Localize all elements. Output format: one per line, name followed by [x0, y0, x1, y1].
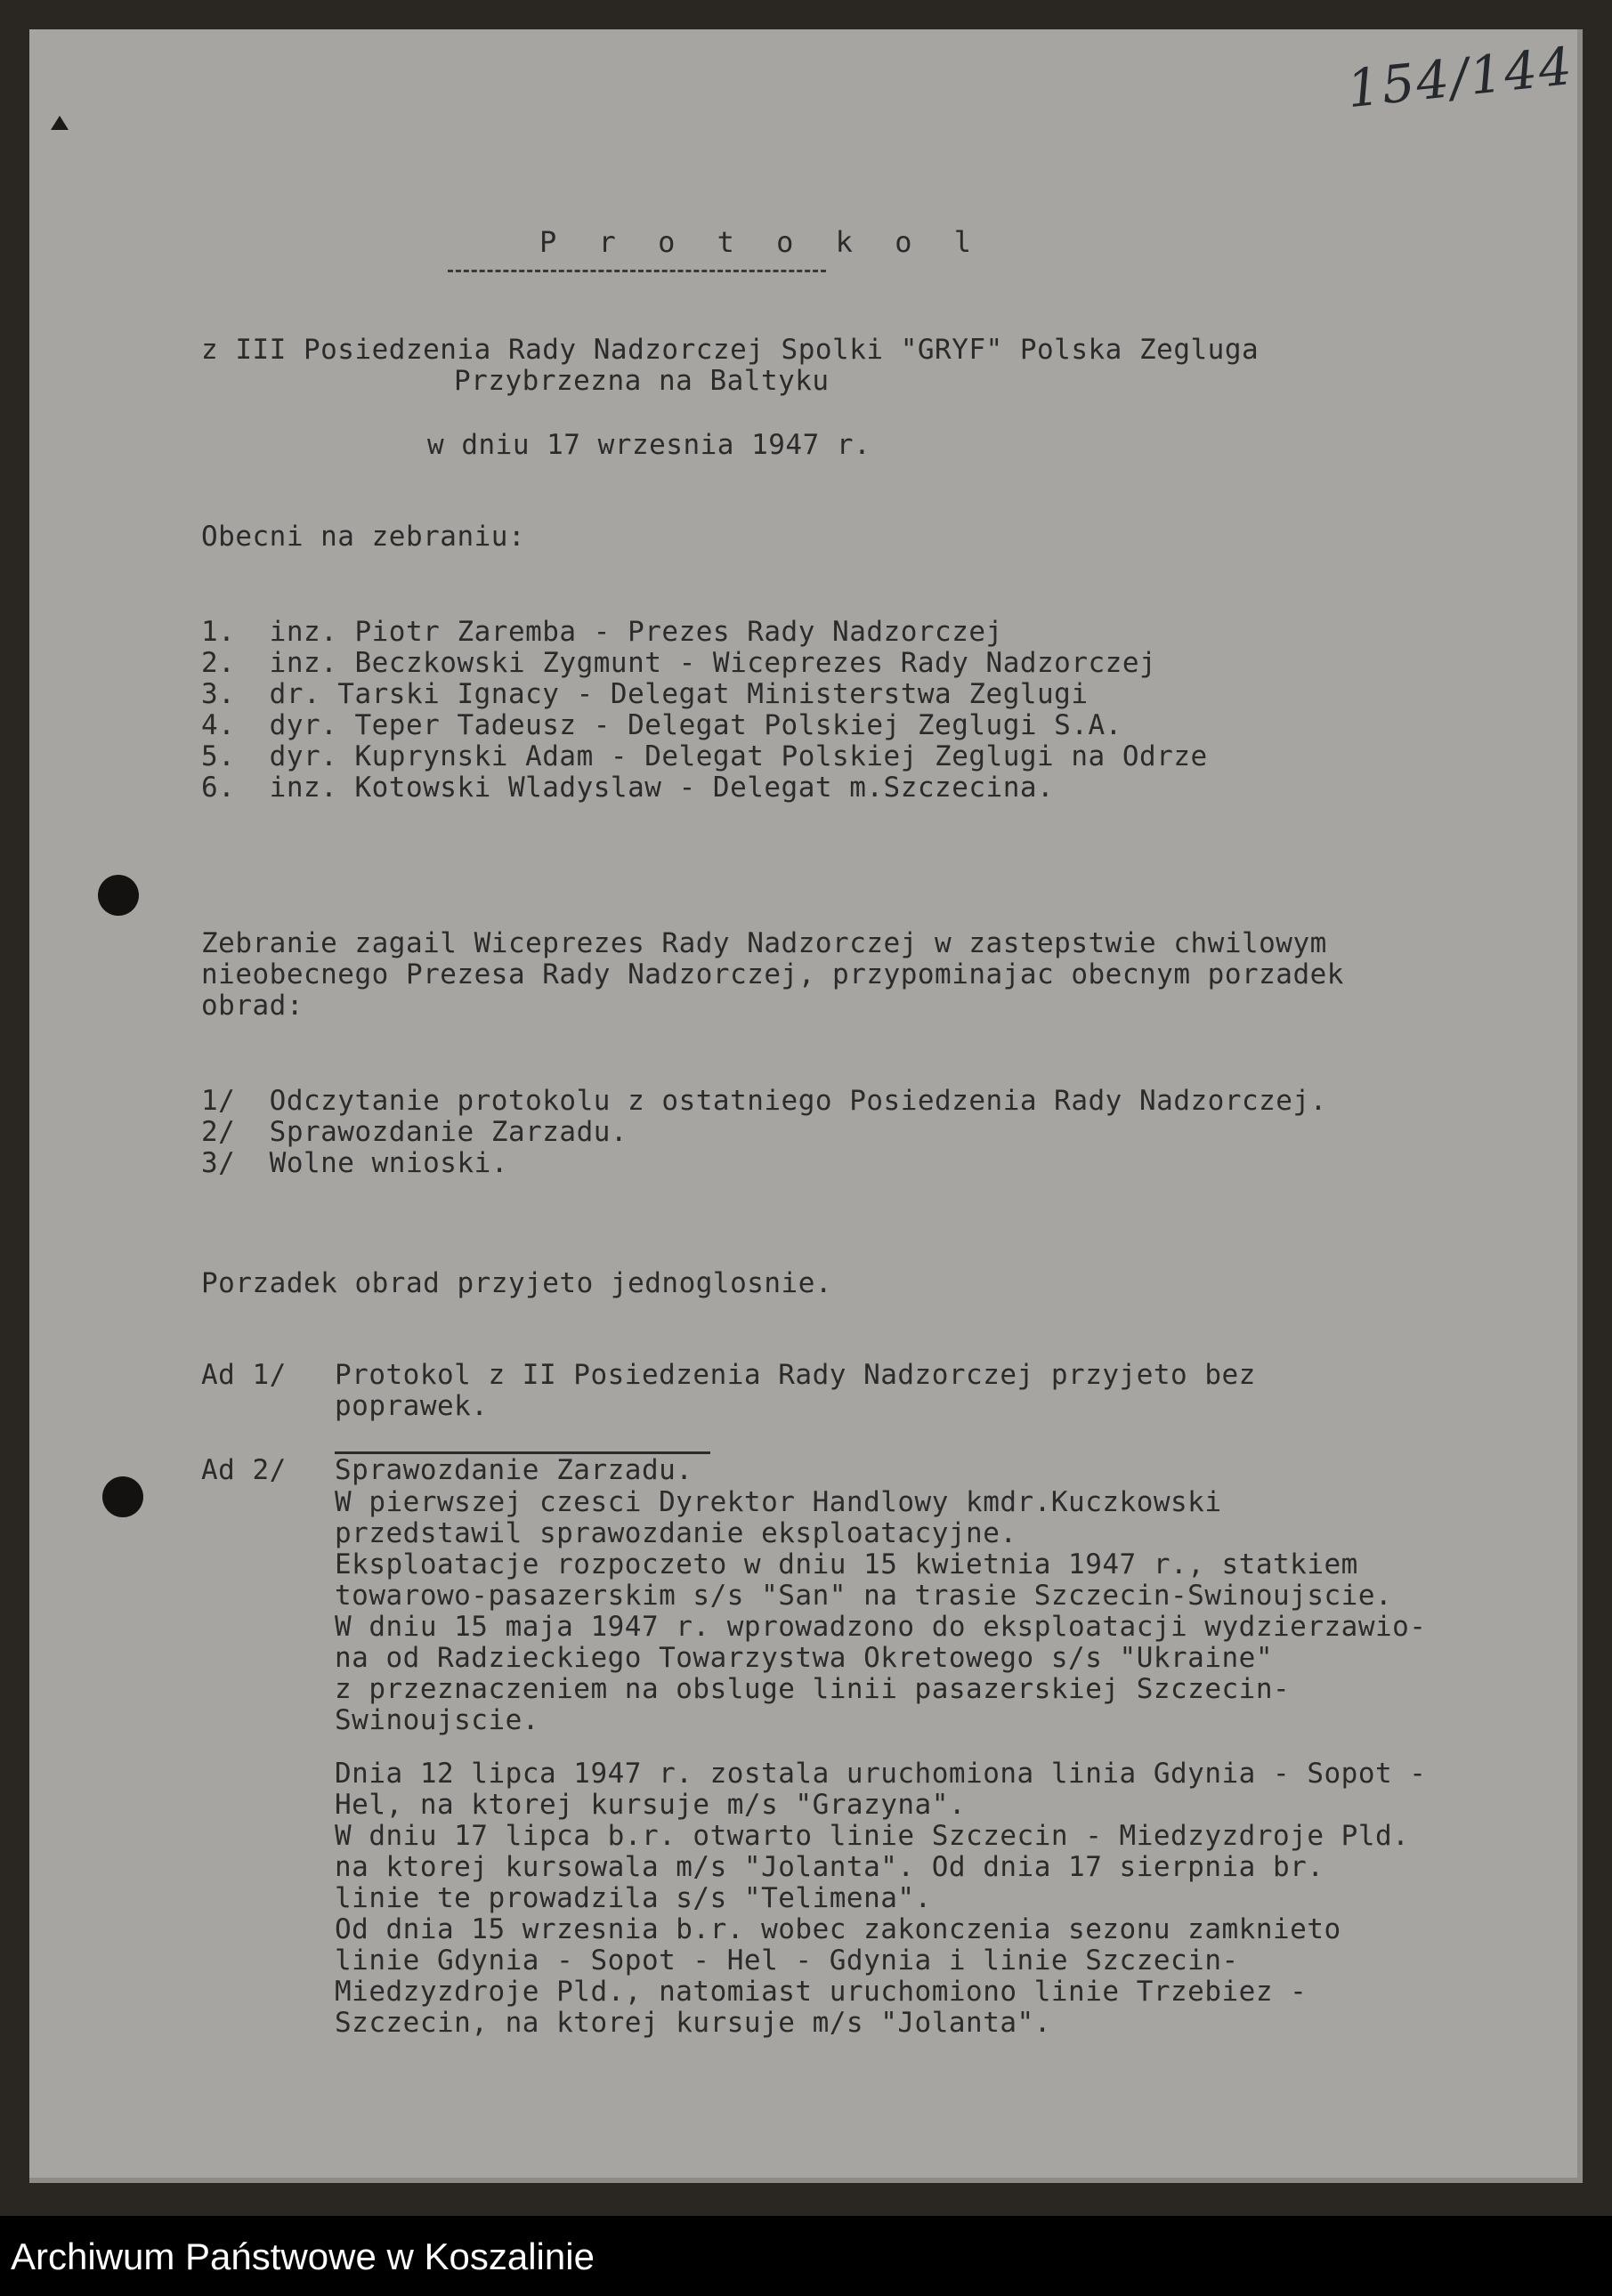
opening-paragraph-line: nieobecnego Prezesa Rady Nadzorczej, przypominajac obecnym porzadek — [201, 958, 1344, 990]
ad2-para2-line: Hel, na ktorej kursuje m/s "Grazyna". — [335, 1789, 967, 1821]
ad2-heading: Sprawozdanie Zarzadu. — [335, 1454, 693, 1486]
corner-mark-icon — [51, 116, 69, 130]
agenda-item: 1/ Odczytanie protokolu z ostatniego Posiedzenia Rady Nadzorczej. — [201, 1085, 1327, 1117]
ad2-para1-line: Swinoujscie. — [335, 1704, 539, 1736]
document-page — [29, 29, 1583, 2183]
ad2-para1-line: Eksploatacje rozpoczeto w dniu 15 kwietnia 1947 r., statkiem — [335, 1548, 1358, 1581]
ad2-para2-line: linie te prowadzila s/s "Telimena". — [335, 1882, 932, 1914]
ad2-heading-underline — [335, 1451, 710, 1454]
ad2-para2-line: Miedzyzdroje Pld., natomiast uruchomiono linie Trzebiez - — [335, 1976, 1308, 2008]
ad2-para1-line: przedstawil sprawozdanie eksploatacyjne. — [335, 1517, 1017, 1549]
attendee-line: 2. inz. Beczkowski Zygmunt - Wiceprezes Rady Nadzorczej — [201, 647, 1157, 679]
agenda-item: 3/ Wolne wnioski. — [201, 1147, 508, 1179]
agenda-accepted: Porzadek obrad przyjeto jednoglosnie. — [201, 1267, 833, 1299]
attendees-heading: Obecni na zebraniu: — [201, 521, 526, 553]
meeting-date: w dniu 17 wrzesnia 1947 r. — [427, 429, 871, 461]
ad2-para2-line: Od dnia 15 wrzesnia b.r. wobec zakonczenia sezonu zamknieto — [335, 1913, 1341, 1945]
ad2-para1-line: W pierwszej czesci Dyrektor Handlowy kmdr.Kuczkowski — [335, 1486, 1222, 1518]
attendee-line: 4. dyr. Teper Tadeusz - Delegat Polskiej Zeglugi S.A. — [201, 709, 1122, 741]
document-title: P r o t o k o l — [539, 225, 984, 259]
attendee-line: 1. inz. Piotr Zaremba - Prezes Rady Nadzorczej — [201, 616, 1003, 648]
title-rule — [448, 270, 826, 272]
ad2-para2-line: linie Gdynia - Sopot - Hel - Gdynia i linie Szczecin- — [335, 1944, 1239, 1977]
attendee-line: 3. dr. Tarski Ignacy - Delegat Ministerstwa Zeglugi — [201, 678, 1089, 710]
ad2-para1-line: W dniu 15 maja 1947 r. wprowadzono do eksploatacji wydzierzawio- — [335, 1611, 1427, 1643]
ad2-para2-line: W dniu 17 lipca b.r. otwarto linie Szczecin - Miedzyzdroje Pld. — [335, 1820, 1410, 1852]
ad2-label: Ad 2/ — [201, 1454, 287, 1486]
ad1-label: Ad 1/ — [201, 1359, 287, 1391]
ad1-text-line: poprawek. — [335, 1390, 489, 1422]
subtitle-line-1: z III Posiedzenia Rady Nadzorczej Spolki "GRYF" Polska Zegluga — [201, 334, 1260, 366]
ad1-text-line: Protokol z II Posiedzenia Rady Nadzorczej przyjeto bez — [335, 1359, 1256, 1391]
ad2-para1-line: z przeznaczeniem na obsluge linii pasazerskiej Szczecin- — [335, 1673, 1291, 1705]
attendee-line: 5. dyr. Kuprynski Adam - Delegat Polskiej Zeglugi na Odrze — [201, 740, 1208, 772]
ad2-para2-line: na ktorej kursowala m/s "Jolanta". Od dnia 17 sierpnia br. — [335, 1851, 1324, 1883]
attendee-line: 6. inz. Kotowski Wladyslaw - Delegat m.Szczecina. — [201, 772, 1055, 804]
agenda-item: 2/ Sprawozdanie Zarzadu. — [201, 1116, 628, 1148]
archive-name: Archiwum Państwowe w Koszalinie — [11, 2235, 595, 2277]
punch-hole-lower — [102, 1476, 143, 1517]
ad2-para1-line: na od Radzieckiego Towarzystwa Okretowego s/s "Ukraine" — [335, 1642, 1273, 1674]
archive-footer — [0, 2216, 1612, 2296]
ad2-para2-line: Dnia 12 lipca 1947 r. zostala uruchomiona linia Gdynia - Sopot - — [335, 1758, 1427, 1790]
punch-hole-upper — [98, 875, 139, 916]
opening-paragraph-line: obrad: — [201, 990, 304, 1022]
subtitle-line-2: Przybrzezna na Baltyku — [454, 365, 830, 397]
ad2-para1-line: towarowo-pasazerskim s/s "San" na trasie Szczecin-Swinoujscie. — [335, 1580, 1393, 1612]
opening-paragraph-line: Zebranie zagail Wiceprezes Rady Nadzorczej w zastepstwie chwilowym — [201, 927, 1327, 959]
folio-number: 154/144 — [1344, 35, 1576, 120]
ad2-para2-line: Szczecin, na ktorej kursuje m/s "Jolanta". — [335, 2007, 1051, 2039]
